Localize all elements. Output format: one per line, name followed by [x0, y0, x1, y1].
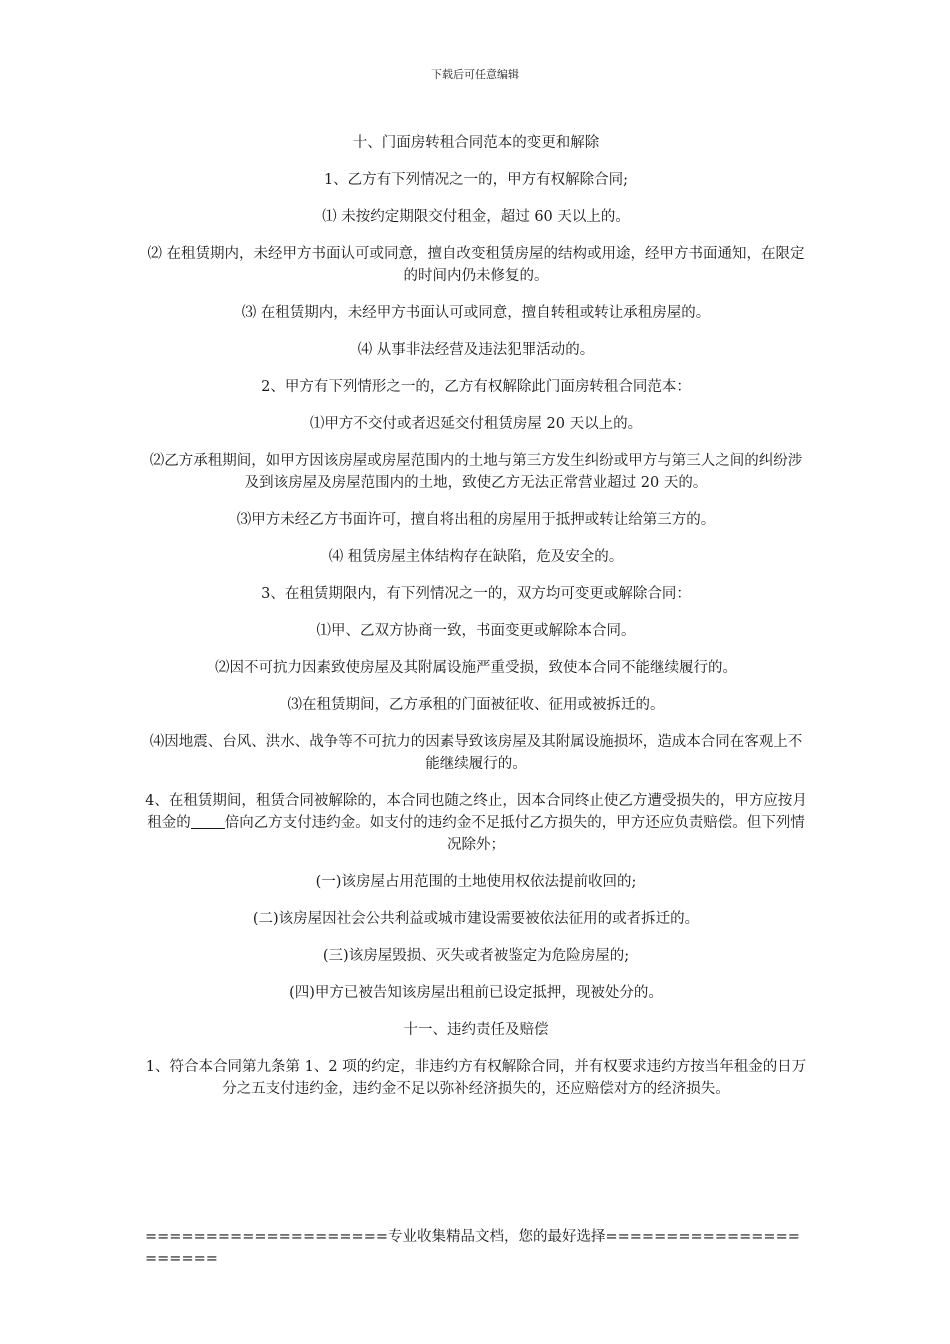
clause-3-item-4: ⑷因地震、台风、洪水、战争等不可抗力的因素导致该房屋及其附属设施损坏，造成本合同在客观上不能继续履行的。	[149, 734, 803, 772]
clause-3-item-3: ⑶在租赁期间，乙方承租的门面被征收、征用或被拆迁的。	[287, 697, 665, 713]
section-title-10: 十、门面房转租合同范本的变更和解除	[352, 135, 600, 151]
clause-1: 1、乙方有下列情况之一的，甲方有权解除合同;	[323, 172, 629, 188]
clause-2: 2、甲方有下列情形之一的，乙方有权解除此门面房转租合同范本：	[261, 379, 691, 395]
clause-4-text-before: 4、在租赁期间，租赁合同被解除的，本合同也随之终止，因本合同终止使乙方遭受损失的，甲方应按月租金的	[145, 793, 807, 831]
exception-4: (四)甲方已被告知该房屋出租前已设定抵押，现被处分的。	[289, 985, 663, 1001]
clause-1-item-3: ⑶ 在租赁期内，未经甲方书面认可或同意，擅自转租或转让承租房屋的。	[241, 305, 711, 321]
section-title-11: 十一、违约责任及赔偿	[403, 1022, 549, 1038]
clause-2-item-4: ⑷ 租赁房屋主体结构存在缺陷，危及安全的。	[328, 549, 624, 565]
clause-2-item-1: ⑴甲方不交付或者迟延交付租赁房屋 20 天以上的。	[309, 416, 643, 432]
clause-1-item-4: ⑷ 从事非法经营及违法犯罪活动的。	[357, 342, 595, 358]
exception-2: (二)该房屋因社会公共利益或城市建设需要被依法征用的或者拆迁的。	[252, 911, 700, 927]
fill-in-blank	[191, 814, 225, 829]
header-note: 下载后可任意编辑	[431, 68, 519, 81]
footer-banner: ====================专业收集精品文档，您的最好选择======================	[145, 1229, 800, 1267]
exception-1: (一)该房屋占用范围的土地使用权依法提前收回的;	[315, 874, 637, 890]
clause-2-item-3: ⑶甲方未经乙方书面许可，擅自将出租的房屋用于抵押或转让给第三方的。	[236, 512, 716, 528]
clause-3: 3、在租赁期限内，有下列情况之一的，双方均可变更或解除合同：	[261, 586, 691, 602]
clause-11-1: 1、符合本合同第九条第 1、2 项的约定，非违约方有权解除合同，并有权要求违约方按当年租金的日万分之五支付违约金，违约金不足以弥补经济损失的，还应赔偿对方的经济损失。	[145, 1059, 807, 1097]
clause-1-item-2: ⑵ 在租赁期内，未经甲方书面认可或同意，擅自改变租赁房屋的结构或用途，经甲方书面通知，在限定的时间内仍未修复的。	[147, 246, 805, 284]
clause-4	[145, 790, 807, 856]
document-body	[145, 132, 807, 1100]
clause-3-item-1: ⑴甲、乙双方协商一致，书面变更或解除本合同。	[316, 623, 636, 639]
clause-1-item-1: ⑴ 未按约定期限交付租金，超过 60 天以上的。	[322, 209, 630, 225]
clause-3-item-2: ⑵因不可抗力因素致使房屋及其附属设施严重受损，致使本合同不能继续履行的。	[215, 660, 737, 676]
exception-3: (三)该房屋毁损、灭失或者被鉴定为危险房屋的;	[322, 948, 630, 964]
clause-4-text-after: 倍向乙方支付违约金。如支付的违约金不足抵付乙方损失的，甲方还应负责赔偿。但下列情况除外；	[224, 815, 805, 853]
clause-2-item-2: ⑵乙方承租期间，如甲方因该房屋或房屋范围内的土地与第三方发生纠纷或甲方与第三人之间的纠纷涉及到该房屋及房屋范围内的土地，致使乙方无法正常营业超过 20 天的。	[149, 453, 803, 491]
